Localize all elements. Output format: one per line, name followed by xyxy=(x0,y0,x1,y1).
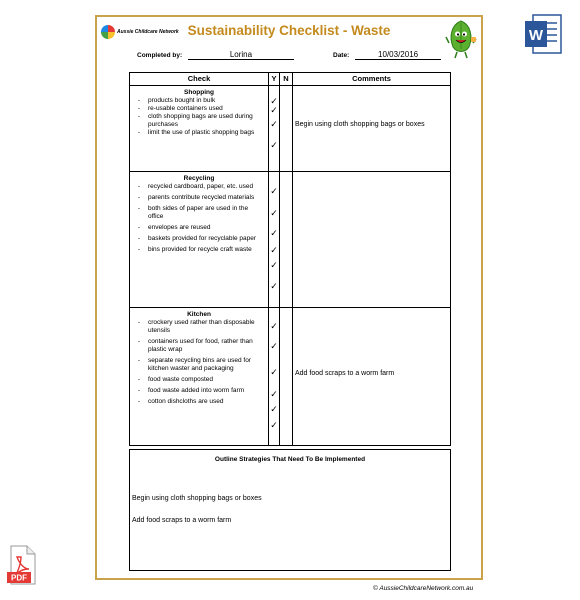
tick-mark[interactable]: ✓ xyxy=(270,105,278,115)
outline-line: Add food scraps to a worm farm xyxy=(132,517,232,524)
list-item: - food waste composted xyxy=(137,376,214,383)
tick-mark[interactable]: ✓ xyxy=(270,389,278,399)
list-item: - cotton dishcloths are used xyxy=(137,398,224,405)
section-title: Kitchen xyxy=(187,311,211,318)
list-item: - limit the use of plastic shopping bags xyxy=(137,129,255,136)
list-item: - parents contribute recycled materials xyxy=(137,194,255,201)
comment-text: Begin using cloth shopping bags or boxes xyxy=(295,121,425,128)
completed-by xyxy=(137,50,294,60)
tick-mark[interactable]: ✓ xyxy=(270,420,278,430)
list-item: - food waste added into worm farm xyxy=(137,387,245,394)
yes-column[interactable] xyxy=(269,308,280,446)
section-kitchen xyxy=(130,308,269,446)
table-row xyxy=(130,308,451,446)
word-icon[interactable] xyxy=(523,13,563,55)
no-column[interactable] xyxy=(280,172,293,308)
completed-by-value[interactable]: Lorina xyxy=(188,50,294,60)
comment-cell[interactable] xyxy=(293,86,451,172)
date-value[interactable]: 10/03/2016 xyxy=(355,50,441,60)
outline-title: Outline Strategies That Need To Be Implemented xyxy=(214,456,366,463)
yes-column[interactable] xyxy=(269,172,280,308)
list-item: - containers used for food, rather than plastic wrap xyxy=(137,338,253,353)
tick-mark[interactable]: ✓ xyxy=(270,208,278,218)
tick-mark[interactable]: ✓ xyxy=(270,228,278,238)
comment-text: Add food scraps to a worm farm xyxy=(295,370,395,377)
mascot-icon xyxy=(445,19,477,59)
section-shopping xyxy=(130,86,269,172)
date xyxy=(333,50,441,60)
tick-mark[interactable]: ✓ xyxy=(270,260,278,270)
section-title: Shopping xyxy=(184,89,214,96)
svg-text:W: W xyxy=(528,27,544,44)
col-header-comments: Comments xyxy=(293,73,451,86)
svg-text:PDF: PDF xyxy=(11,573,27,583)
col-header-y: Y xyxy=(269,73,280,86)
list-item: - baskets provided for recyclable paper xyxy=(137,235,257,242)
no-column[interactable] xyxy=(280,86,293,172)
list-item: - bins provided for recycle craft waste xyxy=(137,246,252,253)
checklist-table xyxy=(129,72,451,446)
date-label: Date: xyxy=(333,52,350,59)
comment-cell[interactable] xyxy=(293,308,451,446)
logo-text: Aussie Childcare Network xyxy=(117,29,179,35)
list-item: - envelopes are reused xyxy=(137,224,211,231)
col-header-check: Check xyxy=(130,73,269,86)
list-item: - cloth shopping bags are used during purchases xyxy=(137,113,253,128)
list-item: - re-usable containers used xyxy=(137,105,223,112)
page-title: Sustainability Checklist - Waste xyxy=(187,23,391,38)
pdf-icon[interactable] xyxy=(7,545,37,585)
comment-cell[interactable] xyxy=(293,172,451,308)
table-header-row xyxy=(130,73,451,86)
tick-mark[interactable]: ✓ xyxy=(270,96,278,106)
list-item: - crockery used rather than disposable utensils xyxy=(137,319,255,334)
tick-mark[interactable]: ✓ xyxy=(270,119,278,129)
tick-mark[interactable]: ✓ xyxy=(270,245,278,255)
copyright: © AussieChildcareNetwork.com.au xyxy=(373,585,474,592)
col-header-n: N xyxy=(280,73,293,86)
tick-mark[interactable]: ✓ xyxy=(270,341,278,351)
checklist-page xyxy=(95,15,483,580)
tick-mark[interactable]: ✓ xyxy=(270,281,278,291)
table-row xyxy=(130,172,451,308)
completed-by-label: Completed by: xyxy=(137,52,183,59)
table-row xyxy=(130,86,451,172)
tick-mark[interactable]: ✓ xyxy=(270,186,278,196)
tick-mark[interactable]: ✓ xyxy=(270,367,278,377)
section-title: Recycling xyxy=(183,175,215,182)
outline-strategies-box[interactable] xyxy=(129,449,451,571)
no-column[interactable] xyxy=(280,308,293,446)
list-item: - both sides of paper are used in the office xyxy=(137,205,249,220)
list-item: - separate recycling bins are used for kitchen waster and packaging xyxy=(137,357,251,372)
tick-mark[interactable]: ✓ xyxy=(270,404,278,414)
yes-column[interactable] xyxy=(269,86,280,172)
list-item: - products bought in bulk xyxy=(137,97,216,104)
tick-mark[interactable]: ✓ xyxy=(270,321,278,331)
section-recycling xyxy=(130,172,269,308)
outline-line: Begin using cloth shopping bags or boxes xyxy=(132,495,262,502)
list-item: - recycled cardboard, paper, etc. used xyxy=(137,183,254,190)
tick-mark[interactable]: ✓ xyxy=(270,140,278,150)
